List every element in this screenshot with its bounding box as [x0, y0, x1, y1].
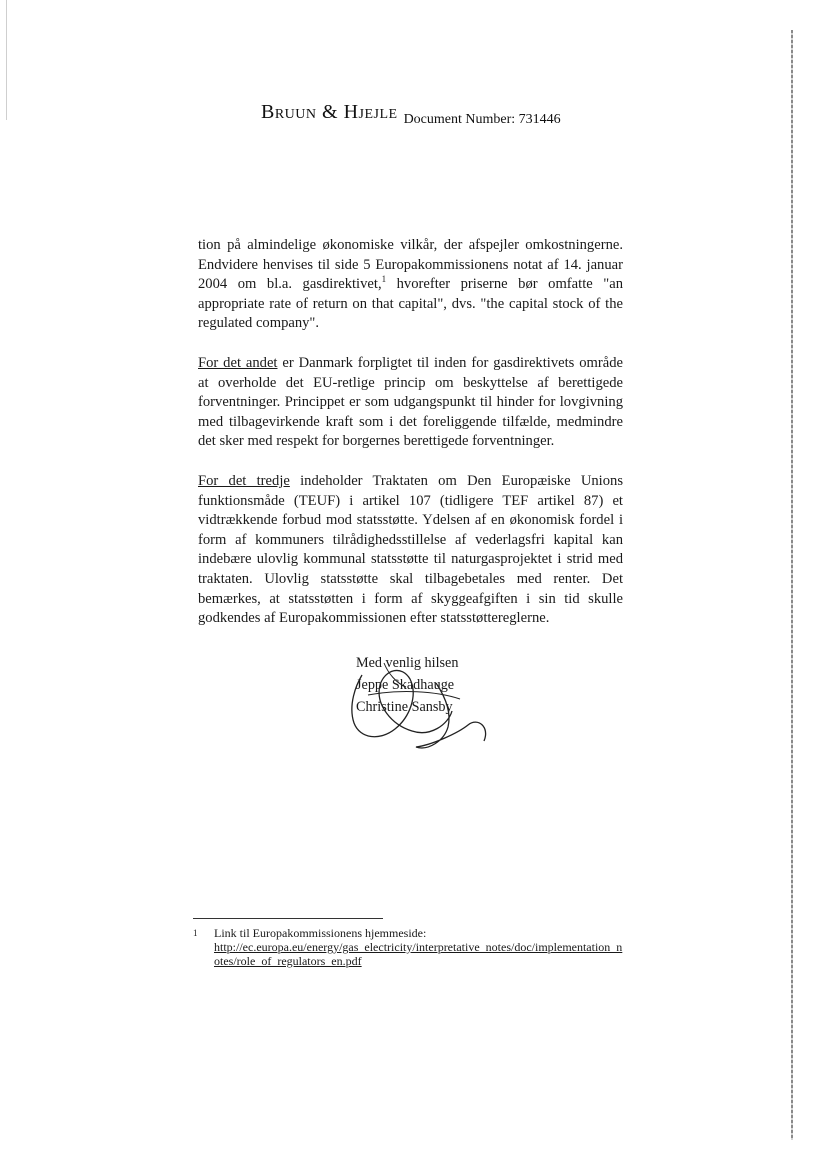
document-number: Document Number: 731446: [403, 112, 561, 127]
paragraph-1: [198, 236, 623, 334]
paragraph-1-text-a: tion på almindelige økonomiske vilkår, der afspejler omkostningerne. Endvidere henvises til side 5 Europakommissionens notat af 14. januar 2004 om bl.a. gasdirektivet,: [198, 237, 623, 293]
paragraph-3-text: indeholder Traktaten om Den Europæiske Unions funktionsmåde (TEUF) i artikel 107 (tidligere TEF artikel 87) et vidtrækkende forbud mod statsstøtte. Ydelsen af en økonomisk fordel i form af kommuners tilrådighedsstillelse af vederlagsfri kapital kan indebære ulovlig kommunal statsstøtte til naturgasprojektet i strid med traktaten. Ulovlig statsstøtte skal tilbagebetales med renter. Det bemærkes, at statsstøtten i form af skyggeafgiften i sin tid skulle godkendes af Europakommissionen efter statsstøttereglerne.: [198, 472, 624, 627]
paragraph-3-lead: For det tredje: [198, 472, 290, 489]
paragraph-1-text-b: hvorefter priserne bør omfatte "an appropriate rate of return on that capital", dvs. "the capital stock of the regulated company".: [198, 276, 623, 332]
signatory-1: Jeppe Skadhauge: [356, 677, 455, 693]
footnote: [193, 926, 623, 968]
footnote-separator: [193, 918, 383, 919]
signatory-2: Christine Sansby: [356, 699, 453, 715]
paragraph-2: [198, 354, 623, 452]
scan-edge-left: [6, 0, 7, 120]
letterhead: [261, 101, 561, 127]
closing-greeting: Med venlig hilsen: [356, 655, 459, 671]
footnote-reference: 1: [381, 274, 387, 285]
paragraph-3: [198, 472, 623, 629]
paragraph-2-text: er Danmark forpligtet til inden for gasdirektivets område at overholde det EU-retlige princip om beskyttelse af berettigede forventninger. Princippet er som udgangspunkt til hinder for lovgivning med tilbagevirkende kraft som i det foreliggende tilfælde, medmindre det sker med respekt for borgernes berettigede forventninger.: [198, 354, 623, 450]
footnote-label: Link til Europakommissionens hjemmeside:: [214, 926, 427, 940]
letter-body: [198, 236, 623, 649]
footnote-marker: 1: [193, 928, 198, 938]
paragraph-2-lead: For det andet: [198, 354, 278, 371]
footnote-link[interactable]: http://ec.europa.eu/energy/gas_electricity/interpretative_notes/doc/implementation_notes/role_of_regulators_en.pdf: [214, 940, 623, 968]
scan-edge-right: [791, 30, 793, 1140]
handwritten-signature: [340, 655, 500, 760]
firm-name: Bruun & Hjejle: [261, 101, 398, 123]
